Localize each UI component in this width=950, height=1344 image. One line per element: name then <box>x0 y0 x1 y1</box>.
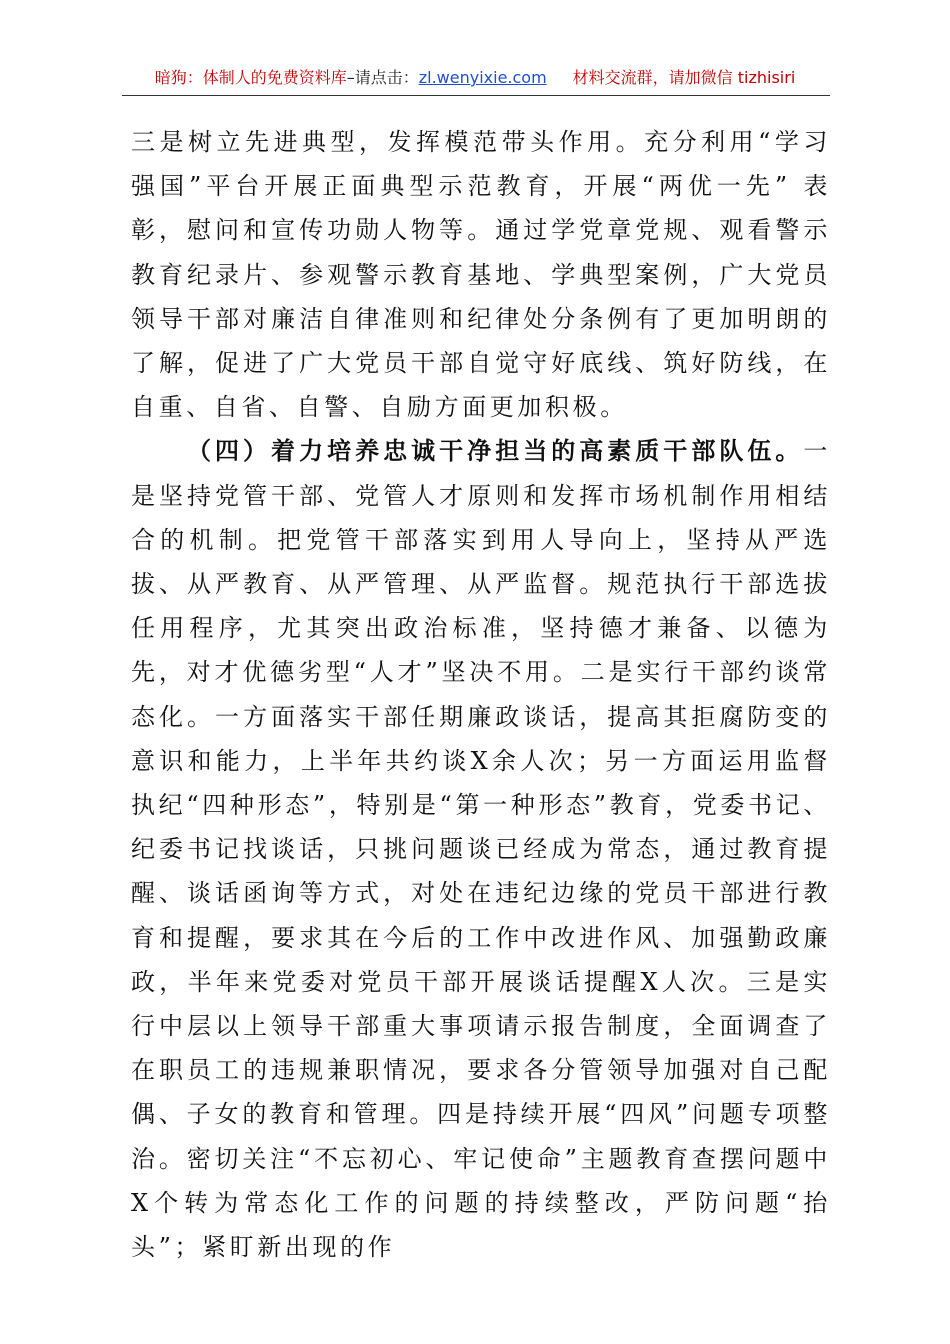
header-divider <box>122 95 830 96</box>
header-url-link[interactable]: zl.wenyixie.com <box>418 68 547 87</box>
paragraph-cadre-team <box>131 429 831 1269</box>
document-body <box>131 120 831 1269</box>
section-heading: （四）着力培养忠诚干净担当的高素质干部队伍。 <box>187 436 804 466</box>
section-text: 一是坚持党管干部、党管人才原则和发挥市场机制作用相结合的机制。把党管干部落实到用人导向上，坚持从严选拔、从严教育、从严管理、从严监督。规范执行干部选拔任用程序，尤其突出政治标准，坚持德才兼备、以德为先，对才优德劣型“人才”坚决不用。二是实行干部约谈常态化。一方面落实干部任期廉政谈话，提高其拒腐防变的意识和能力，上半年共约谈X余人次；另一方面运用监督执纪“四种形态”，特别是“第一种形态”教育，党委书记、纪委书记找谈话，只挑问题谈已经成为常态，通过教育提醒、谈话函询等方式，对处在违纪边缘的党员干部进行教育和提醒，要求其在今后的工作中改进作风、加强勤政廉政，半年来党委对党员干部开展谈话提醒X人次。三是实行中层以上领导干部重大事项请示报告制度，全面调查了在职员工的违规兼职情况，要求各分管领导加强对自己配偶、子女的教育和管理。四是持续开展“四风”问题专项整治。密切关注“不忘初心、牢记使命”主题教育查摆问题中X个转为常态化工作的问题的持续整改，严防问题“抬头”；紧盯新出现的作 <box>131 437 831 1262</box>
header-wechat-note: 材料交流群，请加微信 tizhisiri <box>572 68 796 87</box>
page-header <box>0 66 950 90</box>
paragraph-role-models: 三是树立先进典型，发挥模范带头作用。充分利用“学习强国”平台开展正面典型示范教育，开展“两优一先” 表彰，慰问和宣传功勋人物等。通过学党章党规、观看警示教育纪录片、参观警示教育基地、学典型案例，广大党员领导干部对廉洁自律准则和纪律处分条例有了更加明朗的了解，促进了广大党员干部自觉守好底线、筑好防线，在自重、自省、自警、自励方面更加积极。 <box>131 128 831 422</box>
header-site-name: 暗狗：体制人的免费资料库 <box>154 68 347 87</box>
header-click-hint: –请点击： <box>346 68 419 87</box>
